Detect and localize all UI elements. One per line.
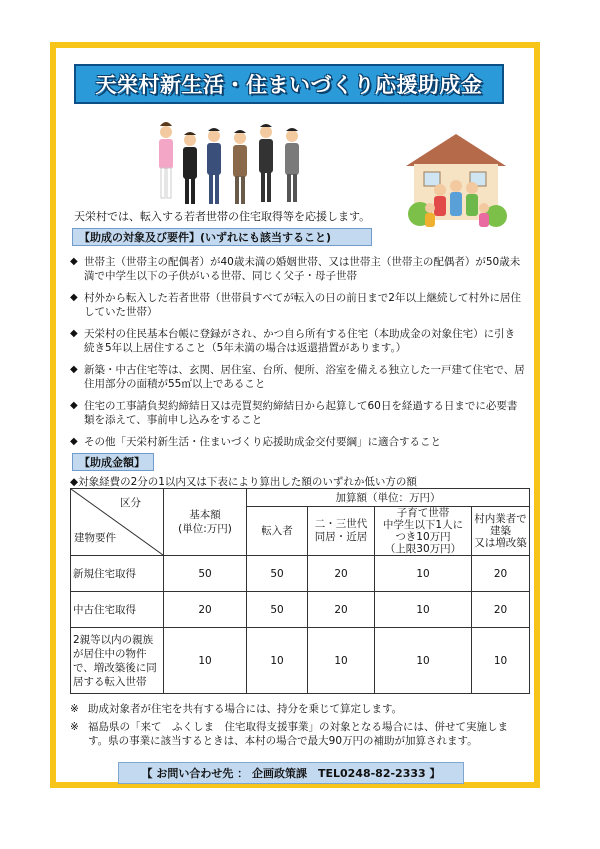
intro-text: 天栄村では、転入する若者世帯の住宅取得等を応援します。	[74, 210, 371, 223]
addition-col-header: 子育て世帯 中学生以下1人に つき10万円 （上限30万円）	[375, 507, 472, 556]
requirement-item: ◆ その他「天栄村新生活・住まいづくり応援助成金交付要綱」に適合すること	[70, 436, 441, 448]
footnote: ※ 福島県の「来て ふくしま 住宅取得支援事業」の対象となる場合には、併せて実施します。県の事業に該当するときは、本村の場合で最大90万円の補助が加算されます。	[70, 721, 508, 747]
requirements-heading	[72, 228, 372, 246]
house-family-illustration	[396, 128, 516, 232]
corner-label-building: 建物要件	[74, 532, 116, 544]
table-row: 2親等以内の親族が居住中の物件で、増改築後に同居する転入世帯 10 10 10 10 10	[71, 628, 530, 694]
base-amount-header: 基本額 (単位:万円)	[164, 489, 247, 556]
diamond-bullet-icon: ◆	[70, 436, 78, 447]
diamond-bullet-icon: ◆	[70, 400, 78, 411]
amount-note: ◆対象経費の2分の1以内又は下表により算出した額のいずれか低い方の額	[70, 476, 417, 488]
requirement-item: ◆ 新築・中古住宅等は、玄関、居住室、台所、便所、浴室を備える独立した一戸建て住宅で、居住用部分の面積が55㎡以上であること	[70, 364, 525, 390]
requirement-item: ◆ 世帯主（世帯主の配偶者）が40歳未満の婚姻世帯、又は世帯主（世帯主の配偶者）が50歳未満で中学生以下の子供がいる世帯、同じく父子・母子世帯	[70, 256, 521, 282]
contact-banner	[118, 762, 464, 784]
diamond-bullet-icon: ◆	[70, 364, 78, 375]
corner-label-category: 区分	[120, 497, 141, 509]
diamond-bullet-icon: ◆	[70, 256, 78, 267]
poster-title-banner	[74, 64, 504, 104]
addition-col-header: 村内業者で 建築 又は増改築	[472, 507, 530, 556]
person-figures	[159, 122, 299, 204]
table-row: 中古住宅取得 20 50 20 10 20	[71, 592, 530, 628]
note-mark: ※	[70, 703, 79, 715]
poster-title: 天栄村新生活・住まいづくり応援助成金	[95, 73, 483, 97]
footnote: ※ 助成対象者が住宅を共有する場合には、持分を乗じて算定します。	[70, 703, 403, 715]
addition-col-header: 二・三世代 同居・近居	[308, 507, 375, 556]
requirement-item: ◆ 村外から転入した若者世帯（世帯員すべてが転入の日の前日まで2年以上継続して村外に居住していた世帯）	[70, 292, 521, 318]
diagonal-line	[71, 489, 163, 555]
diamond-bullet-icon: ◆	[70, 292, 78, 303]
requirements-list	[70, 255, 525, 457]
requirements-heading-text: 【助成の対象及び要件】(いずれにも該当すること)	[79, 231, 332, 244]
diamond-bullet-icon: ◆	[70, 328, 78, 339]
addition-header: 加算額（単位：万円）	[247, 489, 530, 507]
amount-heading	[72, 453, 154, 471]
poster-frame	[50, 42, 540, 788]
requirement-item: ◆ 住宅の工事請負契約締結日又は売買契約締結日から起算して60日を経過する日までに必要書類を添えて、事前申し込みをすること	[70, 400, 518, 426]
addition-col-header: 転入者	[247, 507, 308, 556]
grant-amount-table	[70, 488, 530, 694]
amount-heading-text: 【助成金額】	[79, 456, 145, 469]
note-mark: ※	[70, 721, 79, 733]
people-illustration	[146, 118, 316, 208]
contact-text: 【 お問い合わせ先 ： 企画政策課 TEL0248-82-2333 】	[141, 767, 441, 780]
table-row: 新規住宅取得 50 50 20 10 20	[71, 556, 530, 592]
requirement-item: ◆ 天栄村の住民基本台帳に登録がされ、かつ自ら所有する住宅（本助成金の対象住宅）に引き続き5年以上居住すること（5年未満の場合は返還措置があります。）	[70, 328, 516, 354]
table-corner-cell	[71, 489, 164, 556]
